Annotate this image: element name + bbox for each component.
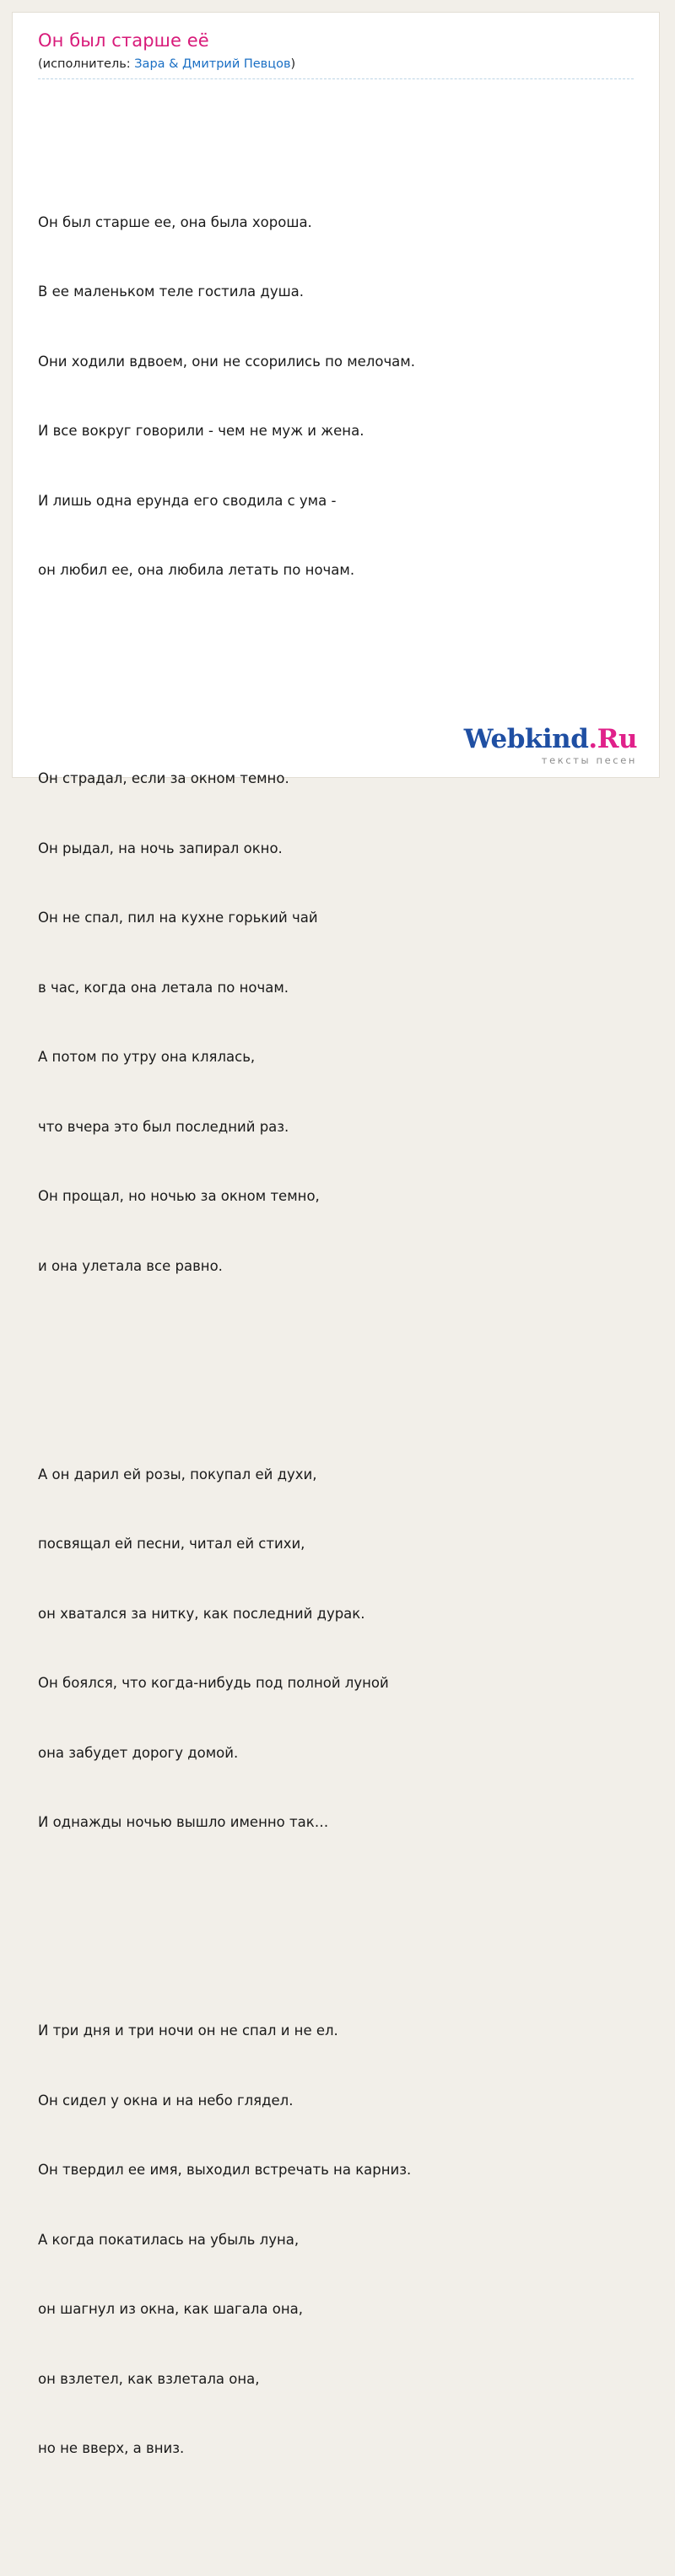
lyrics-line: и она улетала все равно. [38,1257,223,1274]
lyrics-body [38,95,634,2576]
watermark-kind: kind [524,723,589,754]
lyrics-line: И три дня и три ночи он не спал и не ел. [38,2022,338,2039]
lyrics-line: он взлетел, как взлетала она, [38,2370,260,2387]
lyrics-sheet [12,12,660,2457]
lyrics-line: он шагнул из окна, как шагала она, [38,2301,303,2318]
lyrics-line: И лишь одна ерунда его сводила с ума - [38,492,337,509]
lyrics-line: И все вокруг говорили - чем не муж и жена. [38,423,364,440]
watermark-subtitle: тексты песен [541,753,637,766]
lyrics-line: И однажды ночью вышло именно так… [38,1814,329,1831]
lyrics-line: что вчера это был последний раз. [38,1118,289,1135]
lyrics-line: она забудет дорогу домой. [38,1744,239,1761]
lyrics-line: А он дарил ей розы, покупал ей духи, [38,1466,317,1482]
lyrics-stanza [38,721,634,1324]
lyrics-line: Он страдал, если за окном темно. [38,770,289,787]
watermark-web: Web [463,723,525,754]
performer-label-open: (исполнитель: [38,57,135,72]
lyrics-line: Он твердил ее имя, выходил встречать на карниз. [38,2162,412,2179]
watermark-ru: .Ru [588,723,637,754]
performer-line [38,57,634,79]
lyrics-line: Он боялся, что когда-нибудь под полной луной [38,1675,389,1692]
webkind-watermark [463,723,637,766]
lyrics-line: А когда покатилась на убыль луна, [38,2231,300,2248]
lyrics-stanza [38,1973,634,2507]
lyrics-stanza [38,165,634,629]
lyrics-line: А потом по утру она клялась, [38,1049,256,1066]
page-title: Он был старше её [38,30,209,51]
lyrics-line: Они ходили вдвоем, они не ссорились по мелочам. [38,353,415,370]
lyrics-line: В ее маленьком теле гостила душа. [38,284,305,300]
performer-link[interactable]: Зара & Дмитрий Певцов [134,57,291,72]
lyrics-line: Он сидел у окна и на небо глядел. [38,2092,294,2109]
lyrics-line: Он был старше ее, она была хороша. [38,213,312,230]
lyrics-line: он любил ее, она любила летать по ночам. [38,562,355,579]
lyrics-line: Он прощал, но ночью за окном темно, [38,1188,320,1205]
watermark-logo [463,723,637,754]
lyrics-line: Он рыдал, на ночь запирал окно. [38,840,283,856]
performer-label-close: ) [290,57,296,72]
lyrics-line: в час, когда она летала по ночам. [38,979,289,996]
lyrics-line: посвящал ей песни, читал ей стихи, [38,1536,305,1553]
lyrics-stanza [38,1417,634,1881]
lyrics-line: он хватался за нитку, как последний дурак. [38,1605,365,1622]
lyrics-line: но не вверх, а вниз. [38,2440,185,2457]
lyrics-line: Он не спал, пил на кухне горький чай [38,910,318,926]
